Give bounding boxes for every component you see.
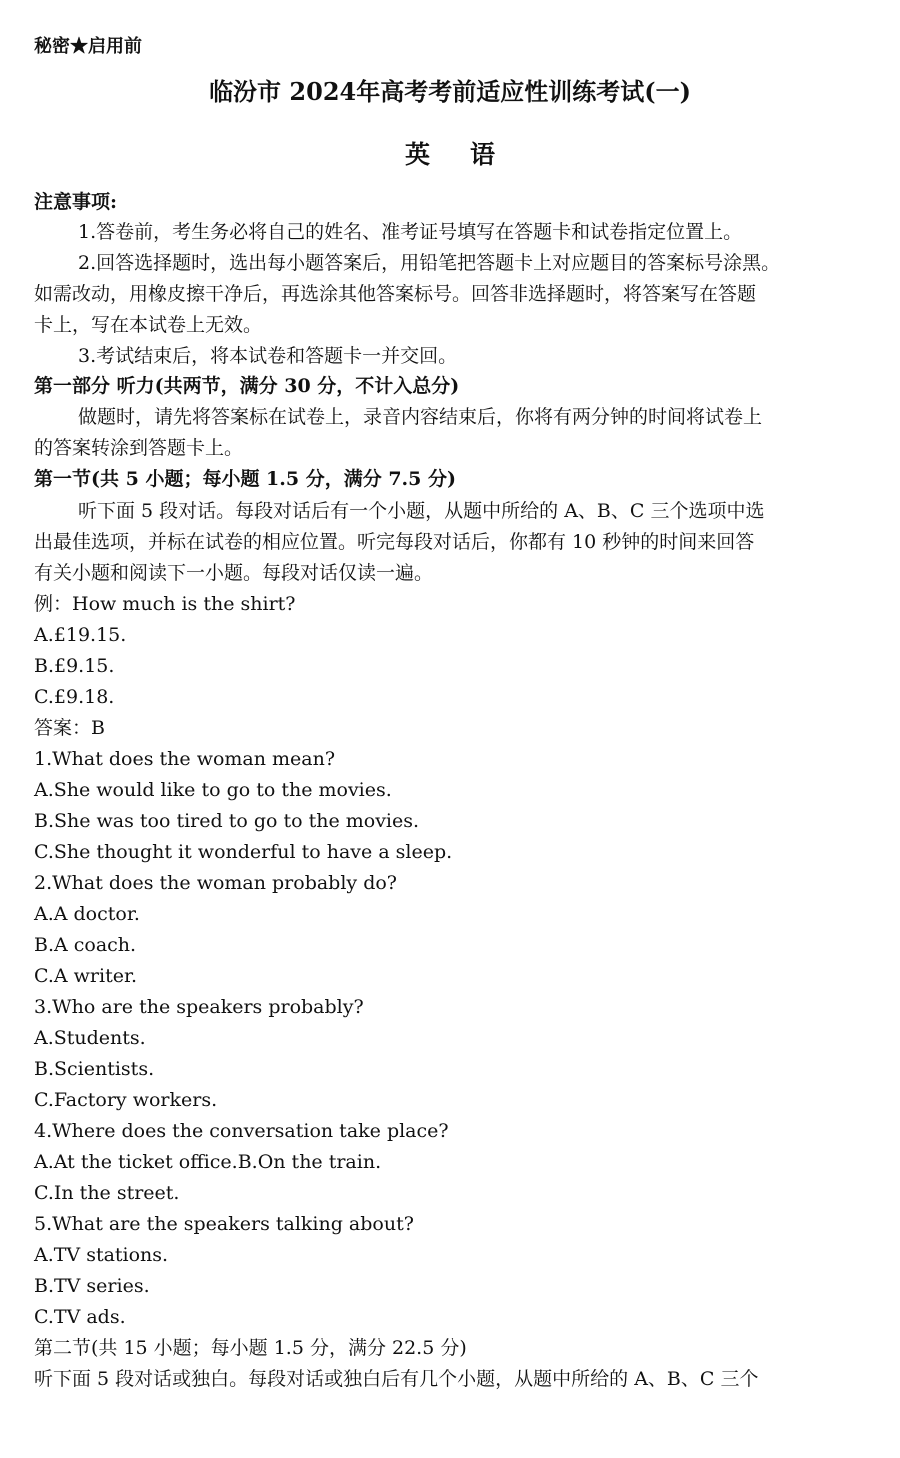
example-option-c: C.£9.18. <box>34 686 115 708</box>
section2-instruction-line-1: 听下面 5 段对话或独白。每段对话或独白后有几个小题，从题中所给的 A、B、C 三个 <box>34 1368 759 1390</box>
question-3-option-c: C.Factory workers. <box>34 1089 218 1111</box>
section1-instruction-line-3: 有关小题和阅读下一小题。每段对话仅读一遍。 <box>34 562 434 584</box>
question-1-option-a: A.She would like to go to the movies. <box>34 779 392 801</box>
section1-instruction-line-1: 听下面 5 段对话。每段对话后有一个小题，从题中所给的 A、B、C 三个选项中选 <box>78 500 765 522</box>
question-5-option-b: B.TV series. <box>34 1275 150 1297</box>
example-question: 例：How much is the shirt? <box>34 593 296 615</box>
subject-title: 英语 <box>404 140 535 169</box>
section2-heading: 第二节(共 15 小题；每小题 1.5 分，满分 22.5 分) <box>34 1337 467 1359</box>
section1-heading: 第一节(共 5 小题；每小题 1.5 分，满分 7.5 分) <box>34 468 456 490</box>
question-4-options-a-b: A.At the ticket office.B.On the train. <box>34 1151 382 1173</box>
example-option-b: B.£9.15. <box>34 655 115 677</box>
part1-heading: 第一部分 听力(共两节，满分 30 分，不计入总分) <box>34 375 460 397</box>
notice-heading: 注意事项: <box>34 191 118 213</box>
exam-title: 临汾市 2024年高考考前适应性训练考试(一) <box>209 77 691 106</box>
question-2-option-a: A.A doctor. <box>34 903 140 925</box>
question-5-option-a: A.TV stations. <box>34 1244 169 1266</box>
question-1: 1.What does the woman mean? <box>34 748 336 770</box>
example-answer: 答案：B <box>34 717 105 739</box>
notice-item-3: 3.考试结束后，将本试卷和答题卡一并交回。 <box>78 345 458 367</box>
question-3-option-b: B.Scientists. <box>34 1058 155 1080</box>
question-4-option-c: C.In the street. <box>34 1182 180 1204</box>
question-2: 2.What does the woman probably do? <box>34 872 397 894</box>
notice-item-2-line-1: 2.回答选择题时，选出每小题答案后，用铅笔把答题卡上对应题目的答案标号涂黑。 <box>78 252 781 274</box>
question-5: 5.What are the speakers talking about? <box>34 1213 414 1235</box>
question-3: 3.Who are the speakers probably? <box>34 996 364 1018</box>
example-option-a: A.£19.15. <box>34 624 127 646</box>
question-2-option-b: B.A coach. <box>34 934 137 956</box>
question-1-option-b: B.She was too tired to go to the movies. <box>34 810 420 832</box>
question-1-option-c: C.She thought it wonderful to have a sleep. <box>34 841 453 863</box>
confidential-label: 秘密★启用前 <box>34 36 142 57</box>
part1-instruction-line-2: 的答案转涂到答题卡上。 <box>34 437 244 459</box>
notice-item-2-line-2: 如需改动，用橡皮擦干净后，再选涂其他答案标号。回答非选择题时，将答案写在答题 <box>34 283 757 305</box>
question-5-option-c: C.TV ads. <box>34 1306 126 1328</box>
question-4: 4.Where does the conversation take place? <box>34 1120 449 1142</box>
notice-item-1: 1.答卷前，考生务必将自己的姓名、准考证号填写在答题卡和试卷指定位置上。 <box>78 221 743 243</box>
question-2-option-c: C.A writer. <box>34 965 137 987</box>
section1-instruction-line-2: 出最佳选项，并标在试卷的相应位置。听完每段对话后，你都有 10 秒钟的时间来回答 <box>34 531 755 553</box>
question-3-option-a: A.Students. <box>34 1027 146 1049</box>
part1-instruction-line-1: 做题时，请先将答案标在试卷上，录音内容结束后，你将有两分钟的时间将试卷上 <box>78 406 763 428</box>
notice-item-2-line-3: 卡上，写在本试卷上无效。 <box>34 314 263 336</box>
